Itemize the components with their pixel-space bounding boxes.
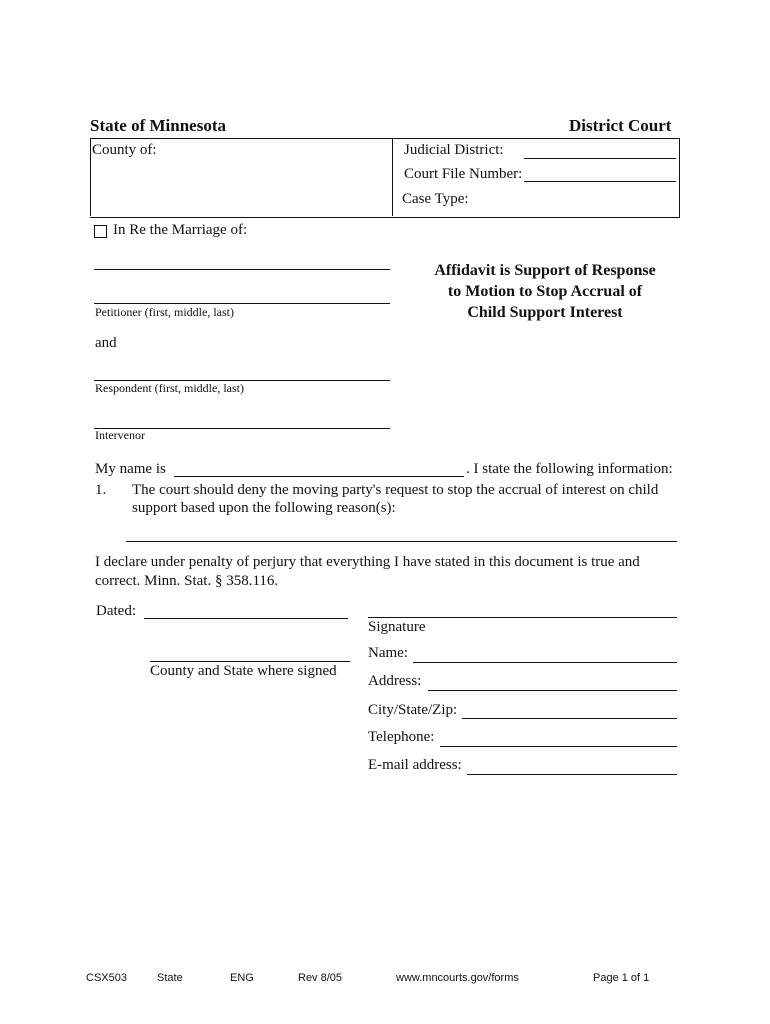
petitioner-label: Petitioner (first, middle, last)	[95, 305, 234, 319]
dated-label: Dated:	[96, 603, 136, 619]
title-line-2: to Motion to Stop Accrual of	[447, 283, 643, 300]
title-line-1: Affidavit is Support of Response	[434, 262, 656, 279]
item-1-text-line-1: The court should deny the moving party's request to stop the accrual of interest on child	[132, 482, 659, 498]
footer-page-number: Page 1 of 1	[593, 972, 650, 984]
header-box-left-rule	[90, 138, 91, 216]
and-label: and	[95, 335, 117, 351]
county-state-signed-label: County and State where signed	[150, 663, 337, 679]
dated-field[interactable]	[144, 618, 348, 619]
reasons-field[interactable]	[126, 541, 677, 542]
telephone-field[interactable]	[440, 746, 677, 747]
respondent-label: Respondent (first, middle, last)	[95, 381, 244, 395]
court-file-number-field[interactable]	[524, 181, 676, 182]
my-name-field[interactable]	[174, 476, 464, 477]
case-type-field[interactable]	[472, 190, 676, 210]
footer-form-code: CSX503	[86, 972, 127, 984]
city-state-zip-label: City/State/Zip:	[368, 702, 458, 718]
declaration-line-1: I declare under penalty of perjury that everything I have stated in this document is true and	[95, 554, 640, 570]
footer-state: State	[157, 972, 183, 984]
my-name-is-label: My name is	[95, 461, 166, 477]
item-1-number: 1.	[95, 482, 107, 498]
state-following-text: . I state the following information:	[466, 461, 673, 477]
email-field[interactable]	[467, 774, 677, 775]
state-heading: State of Minnesota	[90, 116, 226, 135]
footer-url: www.mncourts.gov/forms	[396, 972, 519, 984]
county-label: County of:	[92, 142, 157, 158]
email-label: E-mail address:	[368, 757, 462, 773]
declaration-line-2: correct. Minn. Stat. § 358.116.	[95, 573, 279, 589]
signature-label: Signature	[368, 619, 426, 635]
footer-lang: ENG	[230, 972, 254, 984]
document-title	[400, 260, 690, 323]
petitioner-name-line[interactable]	[94, 303, 390, 304]
case-type-label: Case Type:	[402, 191, 469, 207]
court-heading: District Court	[569, 116, 672, 135]
judicial-district-label: Judicial District:	[404, 142, 504, 158]
city-state-zip-field[interactable]	[462, 718, 677, 719]
county-state-signed-field[interactable]	[150, 661, 350, 662]
signature-line[interactable]	[368, 617, 677, 618]
party-name-line-1[interactable]	[94, 269, 390, 270]
telephone-label: Telephone:	[368, 729, 435, 745]
in-re-marriage-label: In Re the Marriage of:	[113, 222, 248, 238]
county-field[interactable]	[92, 160, 388, 212]
judicial-district-field[interactable]	[524, 158, 676, 159]
title-line-3: Child Support Interest	[467, 304, 623, 321]
name-label: Name:	[368, 645, 408, 661]
address-field[interactable]	[428, 690, 677, 691]
name-field[interactable]	[413, 662, 677, 663]
header-box-divider	[392, 138, 393, 216]
item-1-text-line-2: support based upon the following reason(s):	[132, 500, 396, 516]
address-label: Address:	[368, 673, 422, 689]
intervenor-label: Intervenor	[95, 428, 145, 442]
court-file-number-label: Court File Number:	[404, 166, 523, 182]
in-re-marriage-checkbox[interactable]	[94, 225, 107, 238]
footer-revision: Rev 8/05	[298, 972, 343, 984]
